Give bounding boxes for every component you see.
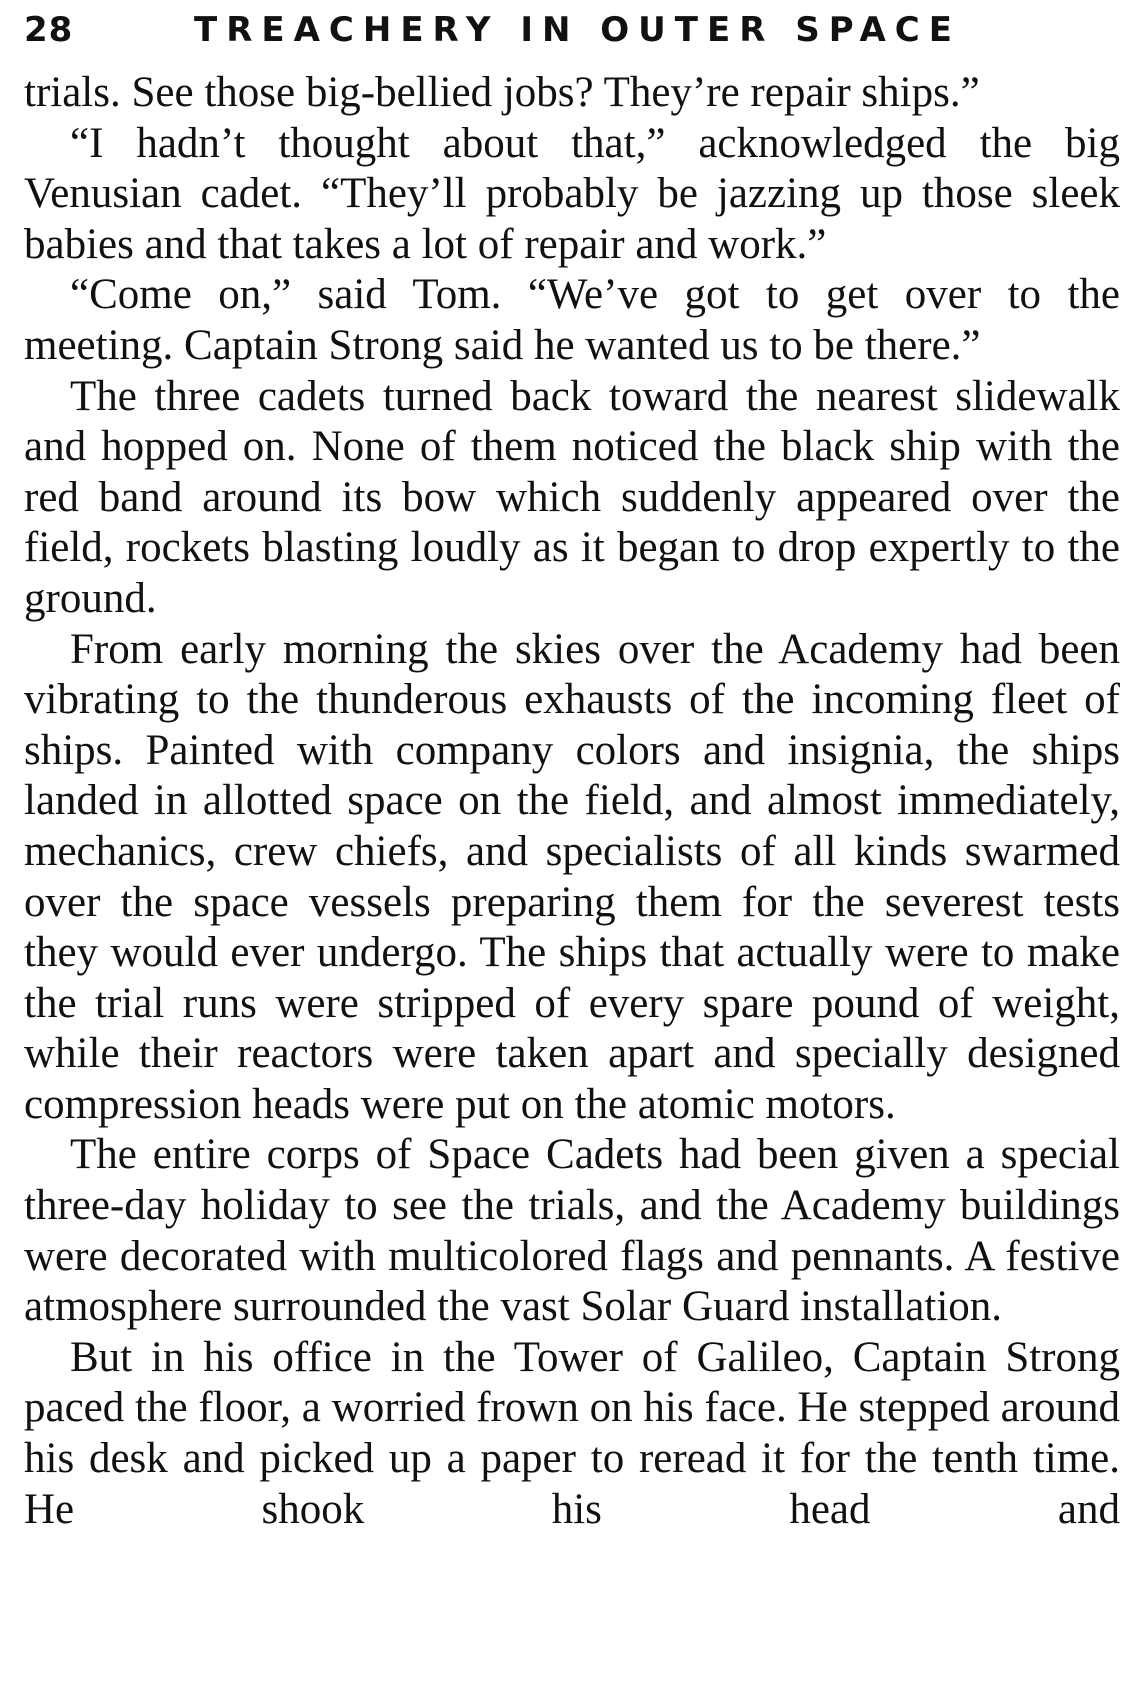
paragraph-5: From early morning the skies over the Academy had been vibrating to the thunderous exhausts of the incoming fleet of ships. Painted with company colors and insignia, the ships landed in allotted space on the field, and almost immediately, mechanics, crew chiefs, and specialists of all kinds swarmed over the space vessels preparing them for the severest tests they would ever undergo. The ships that actually were to make the trial runs were stripped of every spare pound of weight, while their reactors were taken apart and specially designed compression heads were put on the atomic motors. [24, 625, 1120, 1128]
paragraph-1: trials. See those big-bellied jobs? They’re repair ships.” [24, 69, 980, 116]
book-page [24, 10, 1120, 1690]
paragraph-2: “I hadn’t thought about that,” acknowledged the big Venusian cadet. “They’ll probably be jazzing up those sleek babies and that takes a lot of repair and work.” [24, 119, 1120, 268]
running-head [24, 10, 1120, 68]
paragraph-7: But in his office in the Tower of Galileo, Captain Strong paced the floor, a worried frown on his face. He stepped around his desk and picked up a paper to reread it for the tenth time. He shook his head and [24, 1333, 1120, 1533]
book-title: TREACHERY IN OUTER SPACE [194, 10, 961, 50]
paragraph-6: The entire corps of Space Cadets had been given a special three-day holiday to see the trials, and the Academy buildings were decorated with multicolored flags and pennants. A festive atmosphere surrounded the vast Solar Guard installation. [24, 1131, 1120, 1331]
body-text [24, 68, 1120, 1535]
paragraph-4: The three cadets turned back toward the nearest slidewalk and hopped on. None of them noticed the black ship with the red band around its bow which suddenly appeared over the field, rockets blasting loudly as it began to drop expertly to the ground. [24, 372, 1120, 622]
page-number: 28 [24, 10, 74, 50]
paragraph-3: “Come on,” said Tom. “We’ve got to get over to the meeting. Captain Strong said he wanted us to be there.” [24, 271, 1120, 369]
